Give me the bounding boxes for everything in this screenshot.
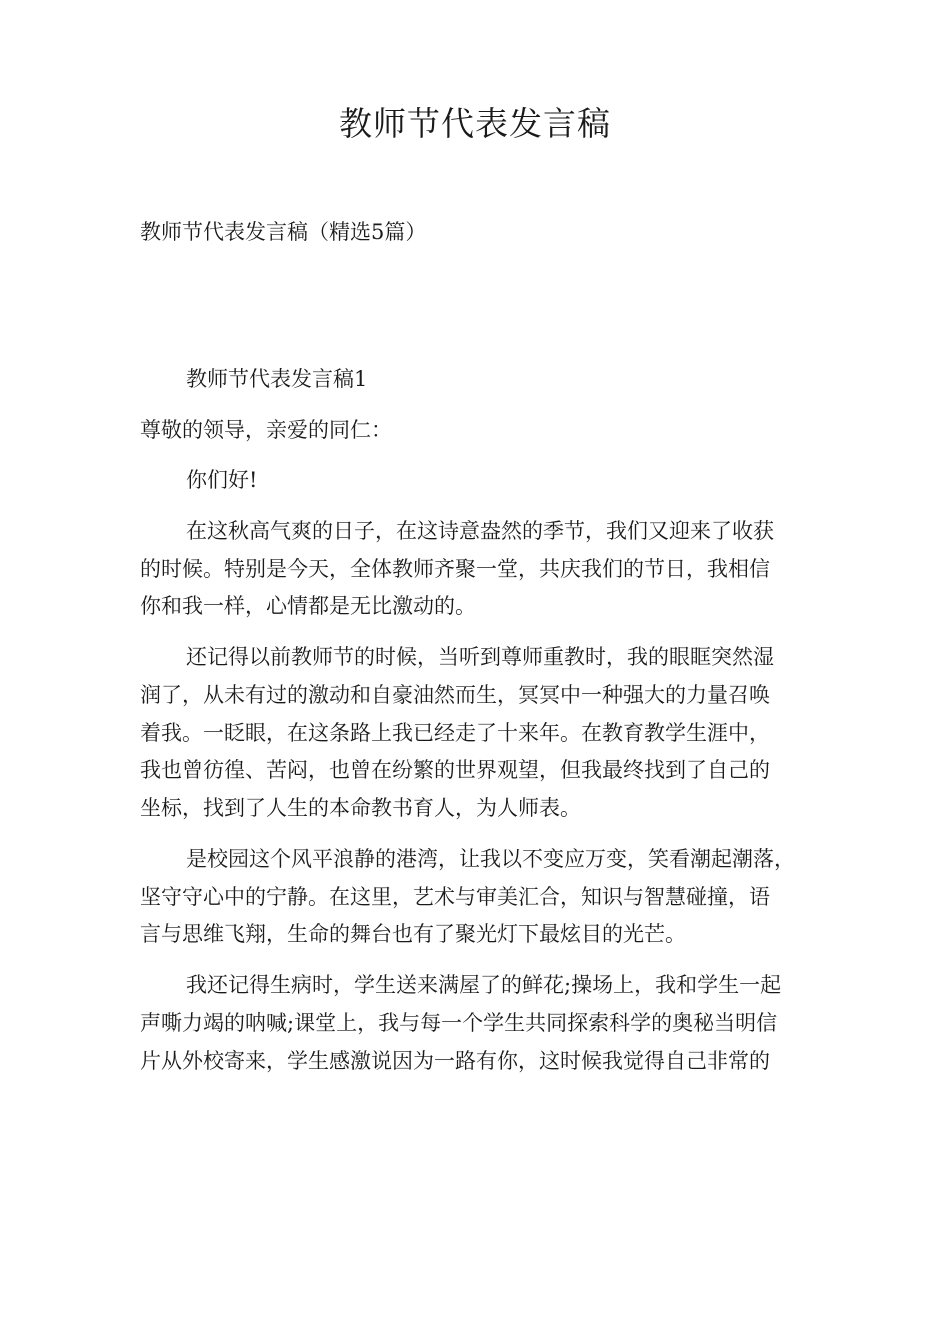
document-subtitle: 教师节代表发言稿（精选5篇）	[140, 220, 427, 244]
paragraph-line: 坚守守心中的宁静。在这里，艺术与审美汇合，知识与智慧碰撞，语	[140, 884, 770, 909]
paragraph-line: 在这秋高气爽的日子，在这诗意盎然的季节，我们又迎来了收获	[186, 518, 774, 543]
paragraph-1	[140, 513, 830, 626]
paragraph-line: 着我。一眨眼，在这条路上我已经走了十来年。在教育教学生涯中，	[140, 720, 770, 745]
document-title: 教师节代表发言稿	[339, 104, 611, 143]
paragraph-line: 坐标，找到了人生的本命教书育人，为人师表。	[140, 796, 581, 821]
paragraph-3	[140, 841, 830, 954]
paragraph-line: 我也曾彷徨、苦闷，也曾在纷繁的世界观望，但我最终找到了自己的	[140, 758, 770, 783]
paragraph-4	[140, 967, 830, 1080]
paragraph-line: 是校园这个风平浪静的港湾，让我以不变应万变，笑看潮起潮落，	[186, 846, 795, 871]
salutation: 尊敬的领导，亲爱的同仁：	[140, 417, 392, 442]
paragraph-line: 的时候。特别是今天，全体教师齐聚一堂，共庆我们的节日，我相信	[140, 556, 770, 581]
greeting: 你们好!	[186, 468, 258, 493]
paragraph-line: 润了，从未有过的激动和自豪油然而生，冥冥中一种强大的力量召唤	[140, 682, 770, 707]
section-heading: 教师节代表发言稿1	[186, 367, 368, 391]
paragraph-line: 声嘶力竭的呐喊;课堂上，我与每一个学生共同探索科学的奥秘当明信	[140, 1010, 778, 1035]
paragraph-line: 还记得以前教师节的时候，当听到尊师重教时，我的眼眶突然湿	[186, 644, 774, 669]
paragraph-line: 言与思维飞翔，生命的舞台也有了聚光灯下最炫目的光芒。	[140, 922, 686, 947]
document-body	[140, 361, 830, 1093]
paragraph-line: 片从外校寄来，学生感激说因为一路有你，这时候我觉得自己非常的	[140, 1048, 770, 1073]
paragraph-line: 我还记得生病时，学生送来满屋了的鲜花;操场上，我和学生一起	[186, 972, 782, 997]
paragraph-line: 你和我一样，心情都是无比激动的。	[140, 594, 476, 619]
paragraph-2	[140, 639, 830, 828]
